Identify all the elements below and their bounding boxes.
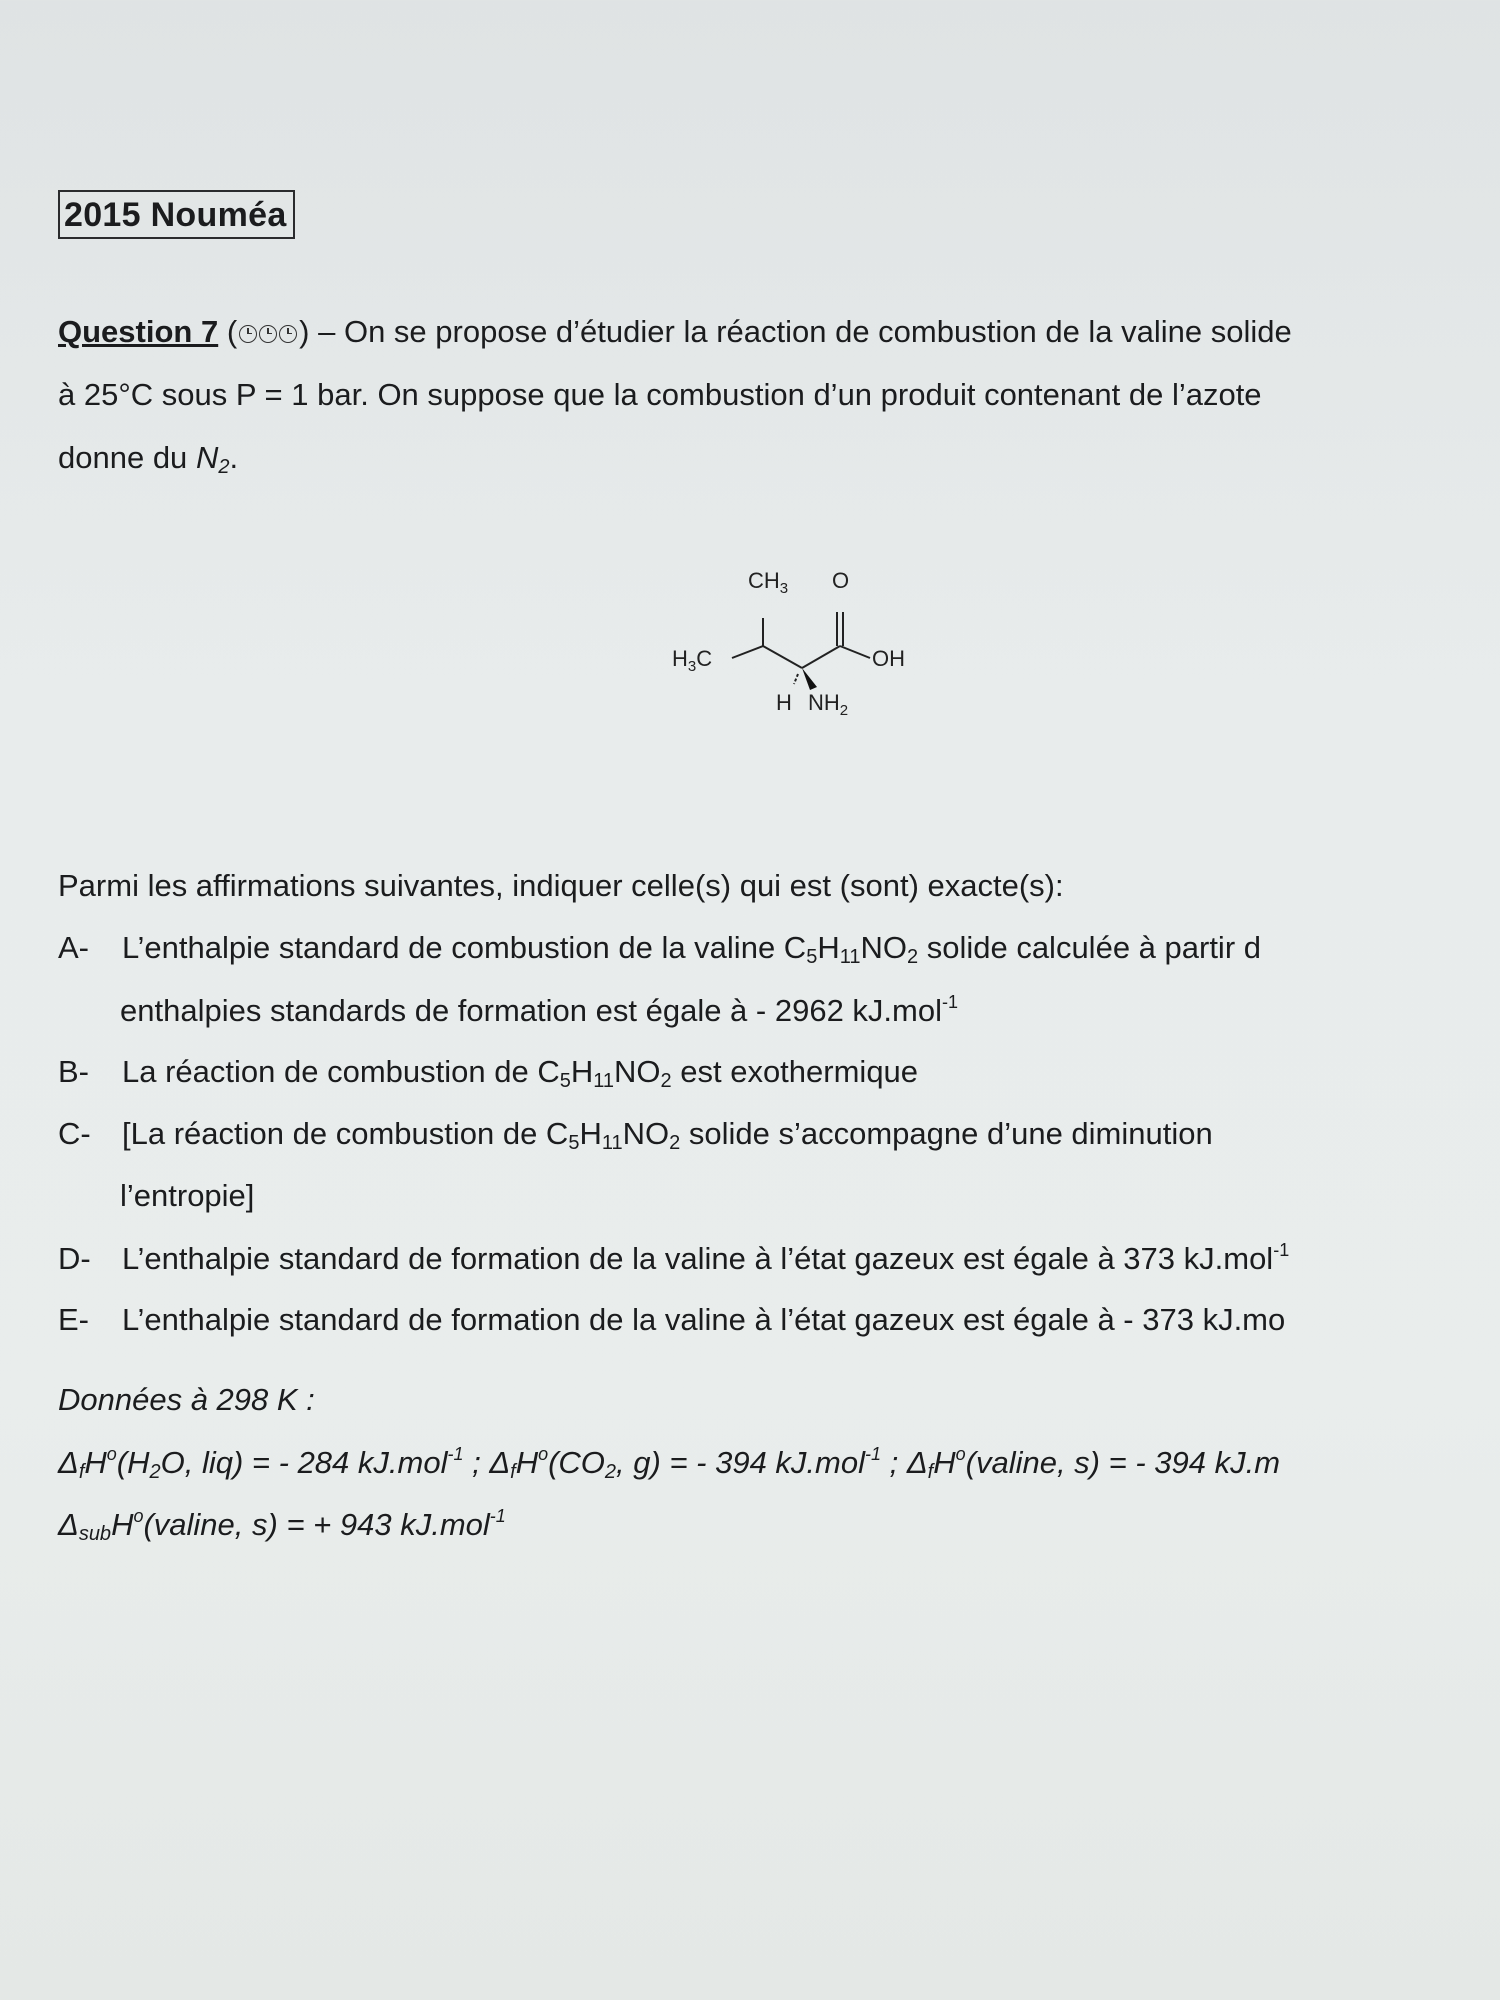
nh2-label: $NH_2$ [808,690,849,719]
question-line-1 [58,300,1500,363]
bond-h3c [732,646,763,658]
valine-structure-diagram [660,550,920,730]
data-line-1: $\Delta_fH^o(H_2O$, liq) = - 284 kJ.mol$^{-1}$ ; $\Delta_fH^o(CO_2$, g) = - 394 kJ.mol$^{-1}$ ; $\Delta_fH^o(valine$, s) = - 394 kJ.m [58,1444,1281,1483]
question-statement [58,300,1500,499]
option-letter: A- [58,930,89,965]
question-text-3: donne du [58,440,188,475]
option-letter: B- [58,1054,89,1089]
exam-header-box [58,190,295,239]
option-c: C- [La réaction de combustion de $C_5H_{11}NO_2$ solide s’accompagne d’une diminution [58,1116,1213,1154]
option-d: D- L’enthalpie standard de formation de la valine à l’état gazeux est égale à 373 kJ.mol$^{-1}$ [58,1240,1290,1276]
data-line-2: $\Delta_{sub}H^o(valine$, s) = + 943 kJ.mol$^{-1}$ [58,1506,506,1545]
bond-oh [840,646,870,658]
option-letter: C- [58,1116,91,1151]
h3c-label: $H_3C$ [672,646,713,675]
bond-h-hashed [794,674,798,684]
option-e: E- L’enthalpie standard de formation de la valine à l’état gazeux est égale à - 373 kJ.mo [58,1302,1286,1337]
n2-formula: $N_2$ [195,440,230,478]
bond-calpha [763,646,802,668]
hydrogen-label: H [776,690,792,715]
instruction-text: Parmi les affirmations suivantes, indiquer celle(s) qui est (sont) exacte(s): [58,868,1064,903]
question-text-1: – On se propose d’étudier la réaction de combustion de la valine solide [318,314,1292,349]
difficulty-indicator: ( ) [226,314,310,349]
oxygen-label: O [832,568,850,593]
oh-label: OH [872,646,905,671]
option-a-continued: enthalpies standards de formation est égale à - 2962 kJ.mol$^{-1}$ [120,992,958,1028]
question-line-2 [58,363,1500,426]
bond-carbonyl-c [802,646,840,668]
question-label: Question 7 [58,314,219,349]
option-letter: D- [58,1241,91,1276]
exam-header-label: 2015 Nouméa [64,196,287,234]
option-a: A- L’enthalpie standard de combustion de la valine $C_5H_{11}NO_2$ solide calculée à partir d [58,930,1262,968]
question-text-2: à 25°C sous P = 1 bar. On suppose que la combustion d’un produit contenant de l’azote [58,377,1262,412]
clock-icon [239,325,257,343]
option-letter: E- [58,1302,89,1337]
clock-icon [259,325,277,343]
option-b: B- La réaction de combustion de $C_5H_{11}NO_2$ est exothermique [58,1054,919,1092]
question-line-3: donne du $N_2$. [58,440,239,478]
bond-nh2-wedge [802,668,817,690]
ch3-label: $CH_3$ [748,568,789,597]
data-title: Données à 298 K : [58,1382,315,1417]
option-c-continued: l’entropie] [120,1178,255,1213]
clock-icon [279,325,297,343]
